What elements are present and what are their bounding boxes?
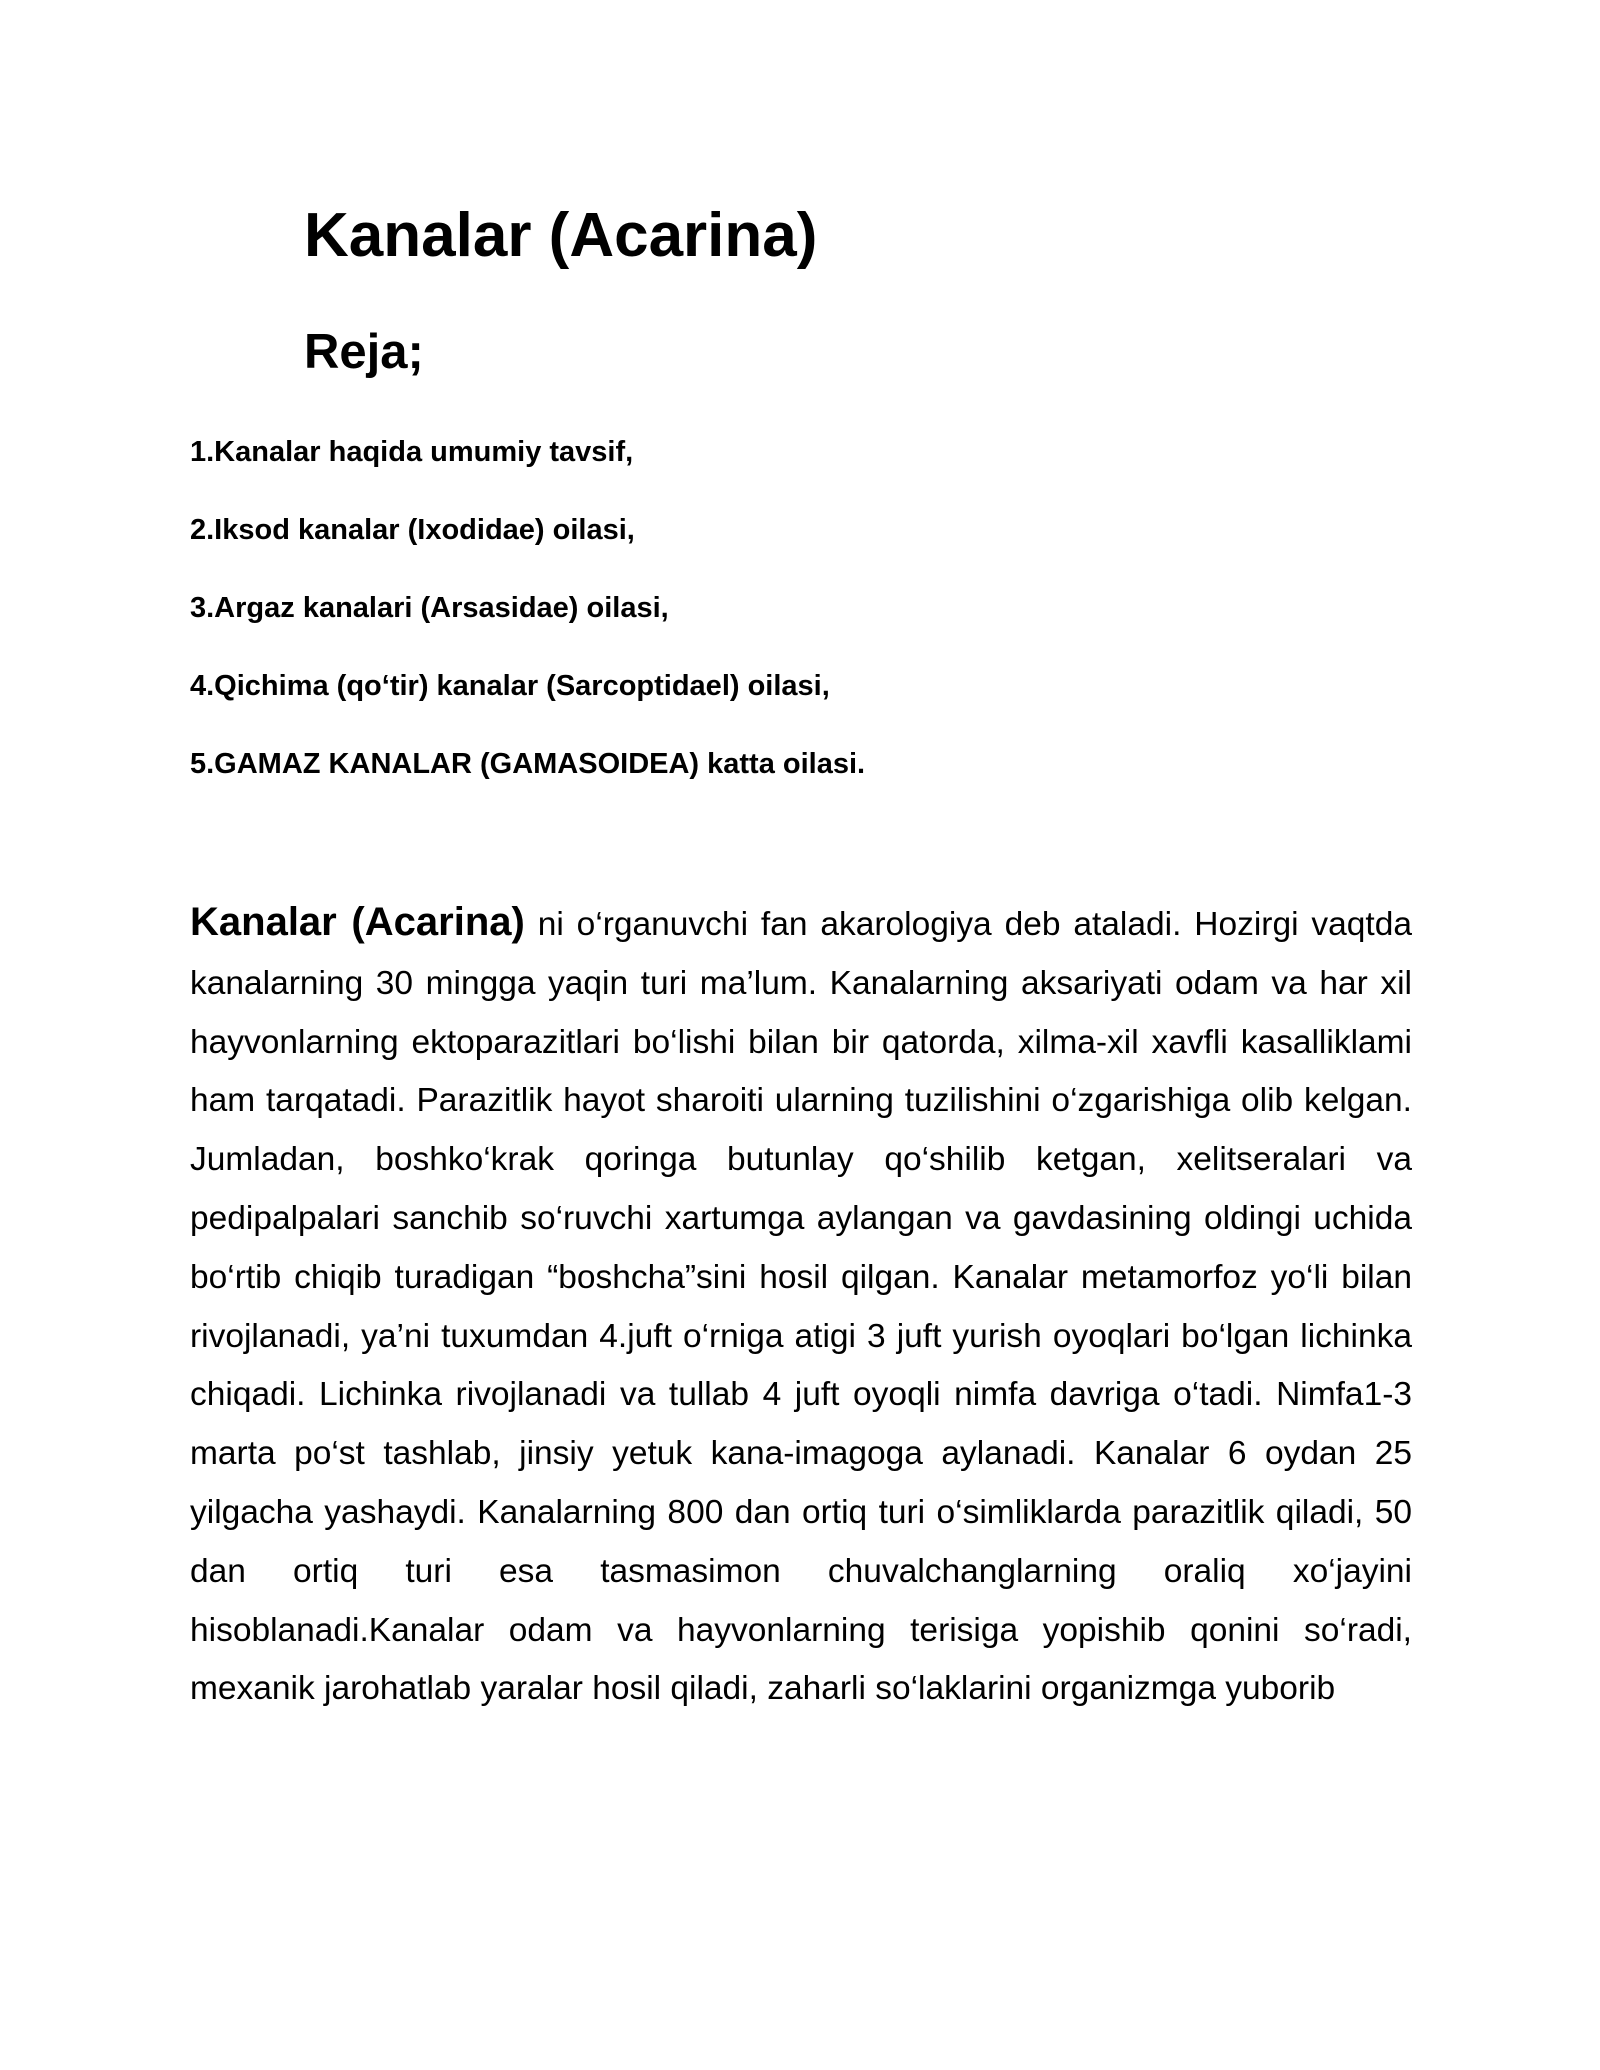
plan-item: 2.Iksod kanalar (Ixodidae) oilasi,: [190, 514, 635, 546]
plan-list: [190, 428, 865, 818]
plan-item: 1.Kanalar haqida umumiy tavsif,: [190, 436, 634, 468]
plan-item: 5.GAMAZ KANALAR (GAMASOIDEA) katta oilasi.: [190, 748, 866, 780]
plan-heading: Reja;: [304, 325, 424, 379]
body-paragraph: [190, 893, 1412, 1719]
body-lead-term: Kanalar (Acarina): [190, 900, 525, 944]
document-title: Kanalar (Acarina): [304, 201, 818, 270]
plan-item: 3.Argaz kanalari (Arsasidae) oilasi,: [190, 592, 669, 624]
plan-item: 4.Qichima (qo‘tir) kanalar (Sarcoptidael) oilasi,: [190, 670, 830, 702]
body-paragraph-text: ni o‘rganuvchi fan akarologiya deb ataladi. Hozirgi vaqtda kanalarning 30 mingga yaqin turi ma’lum. Kanalarning aksariyati odam va har xil hayvonlarning ektoparazitlari bo‘lishi bilan bir qatorda, xilma-xil xavfli kasalliklami ham tarqatadi. Parazitlik hayot sharoiti ularning tuzilishini o‘zgarishiga olib kelgan. Jumladan, boshko‘krak qoringa butunlay qo‘shilib ketgan, xelitseralari va pedipalpalari sanchib so‘ruvchi xartumga aylangan va gavdasining oldingi uchida bo‘rtib chiqib turadigan “boshcha”sini hosil qilgan. Kanalar metamorfoz yo‘li bilan rivojlanadi, ya’ni tuxumdan 4.juft o‘rniga atigi 3 juft yurish oyoqlari bo‘lgan lichinka chiqadi. Lichinka rivojlanadi va tullab 4 juft oyoqli nimfa davriga o‘tadi. Nimfa1-3 marta po‘st tashlab, jinsiy yetuk kana-imagoga aylanadi. Kanalar 6 oydan 25 yilgacha yashaydi. Kanalarning 800 dan ortiq turi o‘simliklarda parazitlik qiladi, 50 dan ortiq turi esa tasmasimon chuvalchanglarning oraliq xo‘jayini hisoblanadi.Kanalar odam va hayvonlarning terisiga yopishib qonini so‘radi, mexanik jarohatlab yaralar hosil qiladi, zaharli so‘laklarini organizmga yuborib: [190, 906, 1412, 1708]
